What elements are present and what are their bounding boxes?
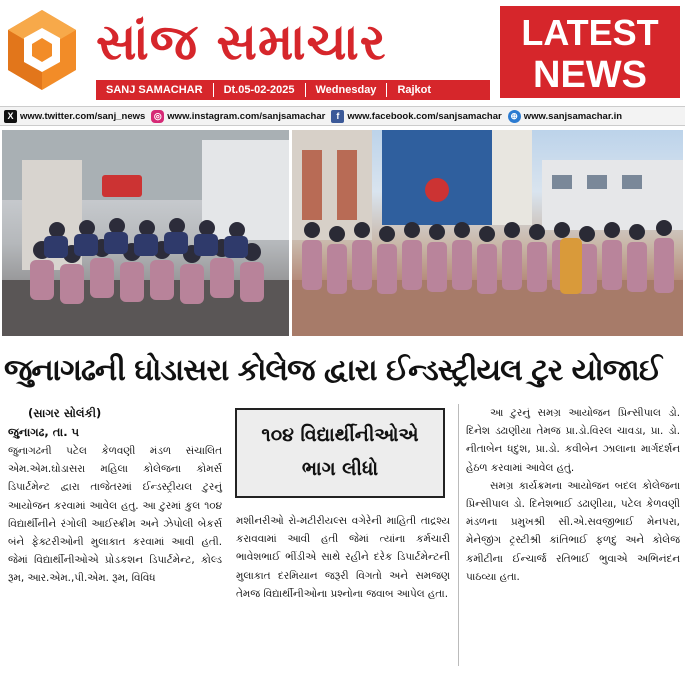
column-3-paragraph-2: સમગ્ર કાર્યક્રમના આયોજન બદલ કોલેજના પ્રિન્સીપાલ ડો. દિનેશભાઈ ડઢાણીયા, પટેલ કેળવણી મંડળના પ્રમુખશ્રી સી.એ.સવજીભાઈ મેનપરા, મેનેજીંગ ટ્રસ્ટીશ્રી કાંતિભાઈ ફળદુ અને કોલેજ કમીટીના ઈન્ચાર્જ રતિભાઈ ભુવાએ અભિનંદન પાઠવ્યા હતા.: [466, 479, 680, 583]
column-divider: [458, 404, 459, 666]
paper-name: SANJ SAMACHAR: [106, 84, 203, 96]
outdoor-photo-art: [292, 130, 683, 336]
article-column-2: [236, 512, 450, 603]
web-icon: ⊕: [508, 110, 521, 123]
twitter-link[interactable]: [4, 110, 145, 123]
facebook-link[interactable]: [331, 110, 501, 123]
dateline: જુનાગઢ, તા. ૫: [8, 425, 80, 439]
masthead-title: સાંજ સમાચાર: [96, 13, 387, 71]
article-headline: જુનાગઢની ઘોડાસરા કોલેજ દ્વારા ઈન્ડસ્ટ્રીયલ ટુર યોજાઈ: [4, 353, 661, 388]
pull-quote-box: [235, 408, 445, 498]
instagram-link[interactable]: [151, 110, 325, 123]
issue-date: Dt.05-02-2025: [223, 84, 295, 96]
masthead-info-bar: [96, 80, 490, 100]
website-url: www.sanjsamachar.in: [523, 110, 623, 122]
group-photo-indoor: [2, 130, 289, 336]
website-link[interactable]: [508, 110, 622, 123]
social-links-bar: [0, 106, 685, 126]
orange-hexagon-logo: [6, 8, 78, 92]
indoor-photo-art: [2, 130, 289, 336]
instagram-icon: ◎: [151, 110, 164, 123]
column-1-text: જુનાગઢની પટેલ કેળવણી મંડળ સંચાલિત એમ.એમ.ઘોડાસરા મહિલા કોલેજના કોમર્સ ડિપાર્ટમેન્ટ દ્વારા તાજેતરમાં ઈન્ડસ્ટ્રીયલ ટુરનું આયોજન કરવામાં આવેલ હતુ. આ ટુરમાં કુલ ૧૦૪ વિદ્યાર્થીનીને રંગોલી આઈસ્ક્રીમ અને ઝેપોલી બેકર્સ બંને ફેક્ટરીઓની મુલાકાત કરવામાં આવી હતી. જેમાં વિદ્યાર્થીનીઓએ પ્રોડકશન ડિપાર્ટમેન્ટ, કોલ્ડ રૂમ, આર.એમ.,પી.એમ. રૂમ, વિવિધ: [8, 445, 222, 585]
latest-news-badge: [500, 6, 680, 98]
pull-quote-line-1: ૧૦૪ વિદ્યાર્થીનીઓએ: [261, 424, 419, 446]
masthead: [0, 0, 685, 104]
x-icon: X: [4, 110, 17, 123]
issue-city: Rajkot: [397, 84, 432, 96]
badge-line-2: NEWS: [533, 54, 647, 96]
group-photo-outdoor: [292, 130, 683, 336]
facebook-icon: f: [331, 110, 344, 123]
pull-quote-line-2: ભાગ લીધો: [301, 458, 379, 480]
article-column-3: [466, 404, 680, 586]
badge-line-1: LATEST: [521, 12, 659, 53]
facebook-url: www.facebook.com/sanjsamachar: [347, 110, 502, 122]
issue-day: Wednesday: [315, 84, 377, 96]
column-2-text: મશીનરીઓ રો-મટીરીયલ્સ વગેરેની માહિતી તાદ્રશ્ય કરાવવામાં આવી હતી જેમાં ત્યાંના કર્મચારી ભાવેશભાઈ ભીંડીએ સાથે રહીને દરેક ડિપાર્ટમેન્ટની મુલાકાત દરમિયાન જરૂરી વિગતો અને સમજણ તેમજ વિદ્યાર્થીનીઓના પ્રશ્નોના જવાબ આપેલ હતા.: [236, 515, 450, 600]
instagram-url: www.instagram.com/sanjsamachar: [167, 110, 326, 122]
column-3-paragraph-1: આ ટુરનું સમગ્ર આયોજન પ્રિન્સીપાલ ડો. દિનેશ ડઢાણીયા તેમજ પ્રા.ડો.વિરલ ચાવડા, પ્રા. ડો. નીતાબેન ધદુશ, પ્રા.ડો. કવીબેન ઝાલાના માર્ગદર્શન હેઠળ કરવામાં આવેલ હતું.: [466, 407, 680, 474]
byline: (સાગર સોલંકી): [28, 406, 102, 420]
twitter-url: www.twitter.com/sanj_news: [20, 110, 146, 122]
article-column-1: [8, 404, 222, 588]
